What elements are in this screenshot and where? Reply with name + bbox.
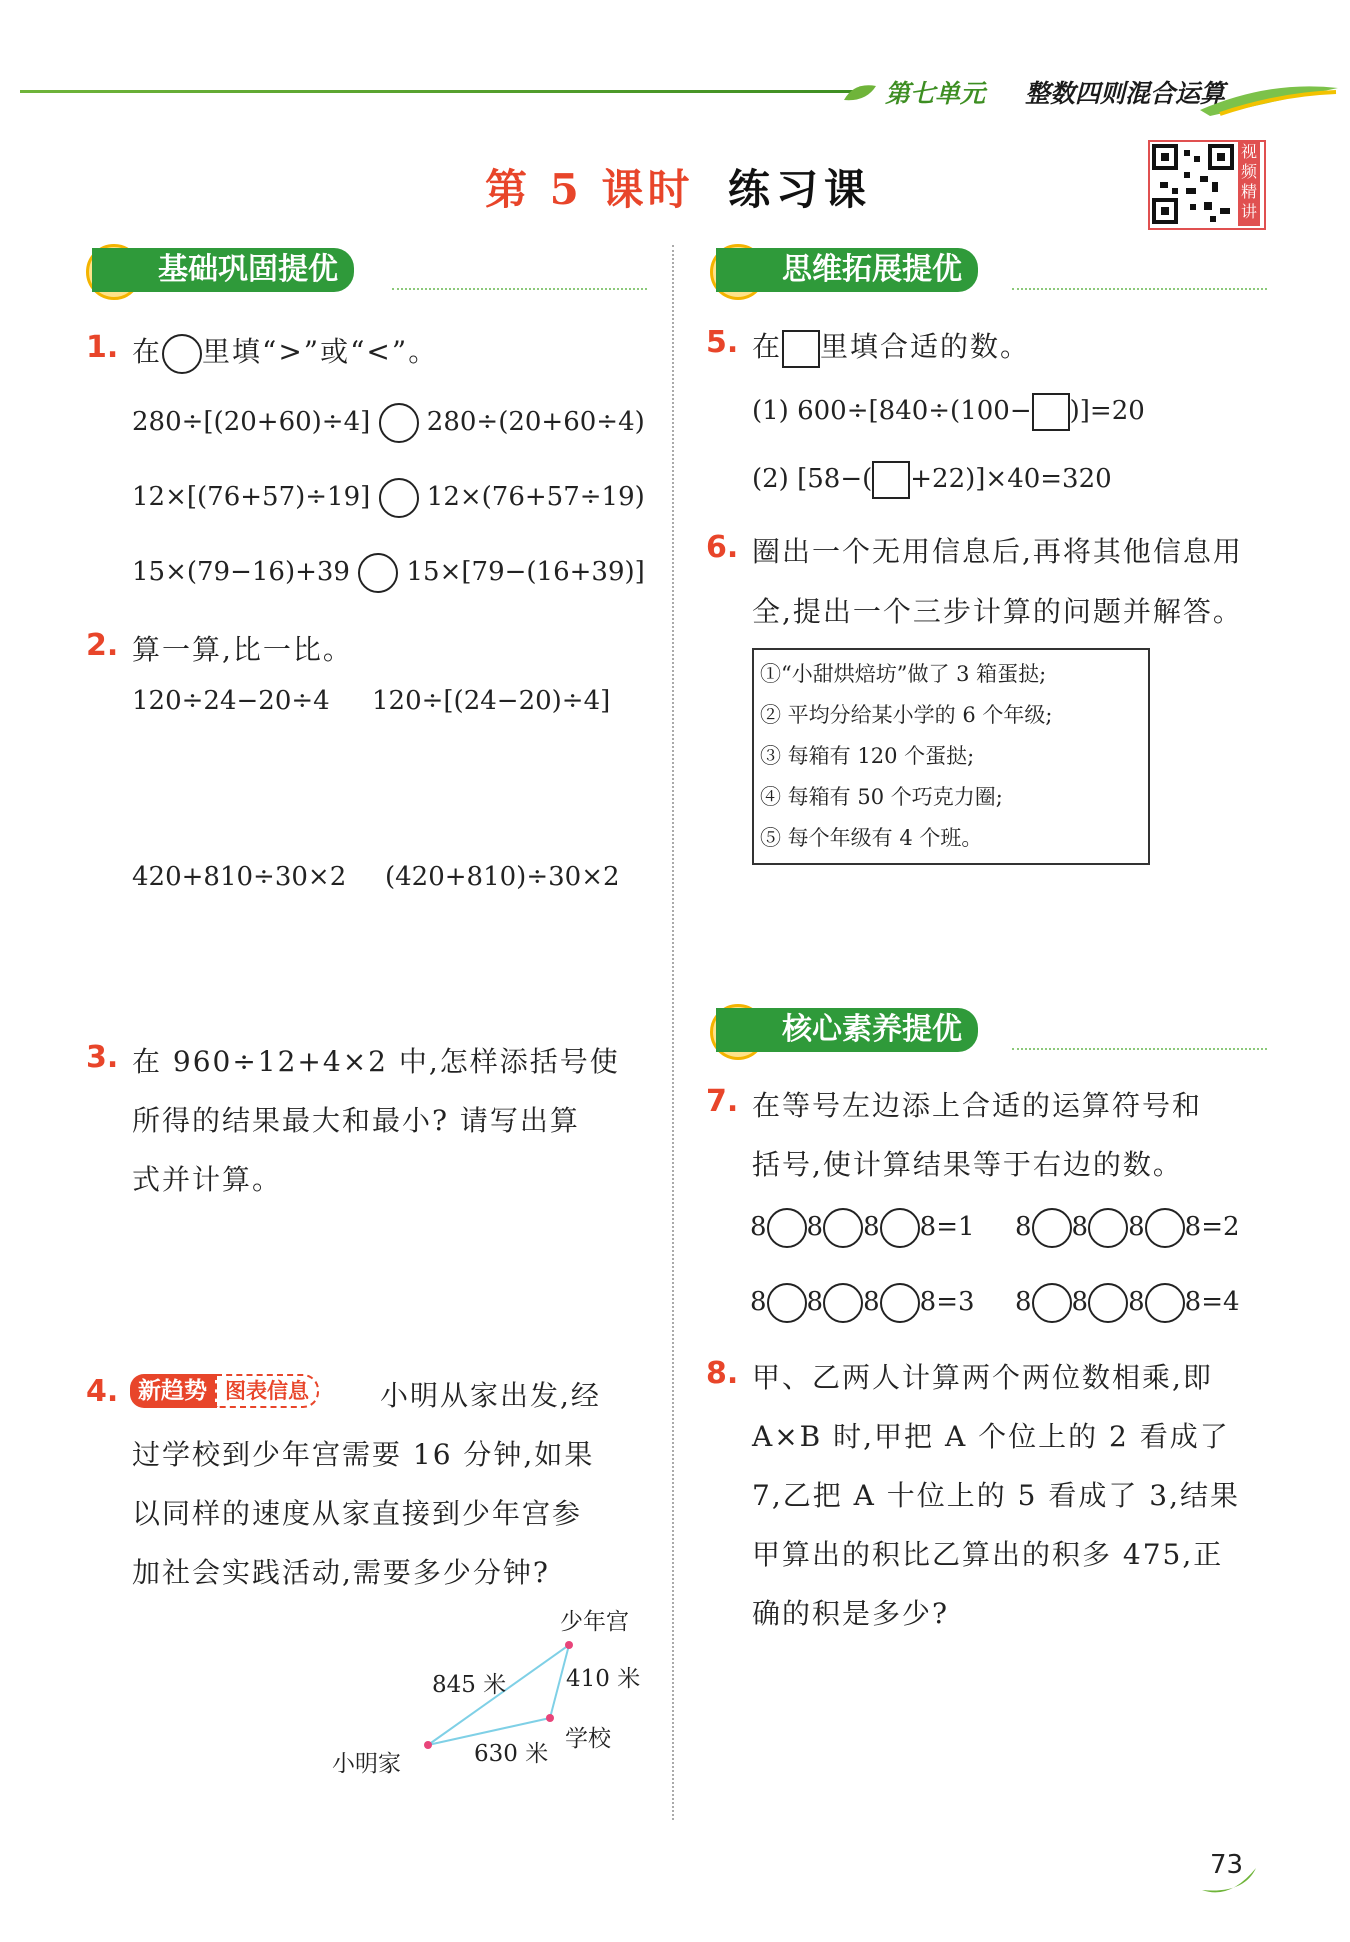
q5-item-1	[752, 393, 1145, 431]
operator-circle[interactable]	[1145, 1208, 1185, 1248]
q6-line-2: 全,提出一个三步计算的问题并解答。	[752, 595, 1243, 628]
result: =1	[936, 1212, 975, 1242]
column-divider	[672, 245, 674, 1820]
section-thinking: 思维拓展提优	[716, 248, 978, 292]
q5-item-1-b: )]=20	[1069, 396, 1145, 426]
q3-line-1: 在 960÷12+4×2 中,怎样添括号使	[132, 1045, 620, 1078]
trend-tag: 新趋势	[130, 1374, 215, 1408]
q7-equation-1	[750, 1208, 975, 1248]
operator-circle[interactable]	[767, 1208, 807, 1248]
q3-number: 3.	[86, 1040, 119, 1075]
section-core: 核心素养提优	[716, 1008, 978, 1052]
q1-row-3-left: 15×(79−16)+39	[132, 557, 350, 587]
q4-line-2: 过学校到少年宫需要 16 分钟,如果	[132, 1438, 595, 1471]
info-item[interactable]: ①“小甜烘焙坊”做了 3 箱蛋挞;	[760, 662, 1047, 686]
operator-circle[interactable]	[767, 1283, 807, 1323]
operator-circle[interactable]	[1032, 1283, 1072, 1323]
q7-equation-4	[1015, 1283, 1240, 1323]
q8-number: 8.	[706, 1356, 739, 1391]
q8-line-2: A×B 时,甲把 A 个位上的 2 看成了	[752, 1420, 1230, 1453]
info-box	[752, 648, 1150, 865]
unit-title: 整数四则混合运算	[1025, 79, 1226, 108]
q1-row-1-left: 280÷[(20+60)÷4]	[132, 407, 371, 437]
digit: 8	[1071, 1287, 1089, 1317]
q6-line-1: 圈出一个无用信息后,再将其他信息用	[752, 535, 1243, 568]
school-point	[546, 1714, 554, 1722]
chart-info-tag: 图表信息	[215, 1374, 319, 1408]
info-item[interactable]: ⑤ 每个年级有 4 个班。	[760, 826, 983, 850]
q8-line-4: 甲算出的积比乙算出的积多 475,正	[752, 1538, 1224, 1571]
q8-line-1: 甲、乙两人计算两个两位数相乘,即	[752, 1361, 1213, 1394]
operator-circle[interactable]	[1032, 1208, 1072, 1248]
q5-prompt	[752, 325, 1030, 368]
q1-prompt-a: 在	[132, 335, 163, 368]
q7-line-1: 在等号左边添上合适的运算符号和	[752, 1089, 1203, 1122]
q2-expr-3: 420+810÷30×2	[132, 862, 347, 892]
digit: 8	[1184, 1287, 1202, 1317]
q2-number: 2.	[86, 628, 119, 663]
operator-circle[interactable]	[1145, 1283, 1185, 1323]
digit: 8	[919, 1212, 937, 1242]
q4-line-3: 以同样的速度从家直接到少年宫参	[132, 1497, 583, 1530]
school-label: 学校	[565, 1726, 611, 1752]
operator-circle[interactable]	[880, 1208, 920, 1248]
digit: 8	[1128, 1212, 1145, 1242]
q1-row-2-left: 12×[(76+57)÷19]	[132, 482, 371, 512]
digit: 8	[863, 1287, 880, 1317]
q1-row-3-right: 15×[79−(16+39)]	[406, 557, 645, 587]
q5-item-2-a: (2) [58−(	[752, 464, 873, 494]
digit: 8	[1184, 1212, 1202, 1242]
q8-line-3: 7,乙把 A 十位上的 5 看成了 3,结果	[752, 1479, 1240, 1512]
operator-circle[interactable]	[1088, 1283, 1128, 1323]
home-label: 小明家	[332, 1751, 401, 1777]
q1-row-2-right: 12×(76+57÷19)	[426, 482, 645, 512]
digit: 8	[750, 1212, 767, 1242]
lesson-number: 第 5 课时	[485, 165, 694, 214]
q4-line-1: 小明从家出发,经	[380, 1379, 601, 1412]
operator-circle[interactable]	[823, 1208, 863, 1248]
q7-number: 7.	[706, 1084, 739, 1119]
info-item[interactable]: ③ 每箱有 120 个蛋挞;	[760, 744, 975, 768]
section-rule	[1012, 1048, 1267, 1050]
operator-circle[interactable]	[823, 1283, 863, 1323]
palace-point	[565, 1641, 573, 1649]
home-point	[424, 1741, 432, 1749]
box-blank	[782, 330, 820, 368]
digit: 8	[1015, 1287, 1032, 1317]
palace-label: 少年宫	[560, 1609, 629, 1635]
q5-prompt-a: 在	[752, 330, 783, 363]
q3-line-2: 所得的结果最大和最小? 请写出算	[132, 1104, 580, 1137]
q7-equation-3	[750, 1283, 975, 1323]
q2-expr-2: 120÷[(24−20)÷4]	[372, 686, 611, 716]
q6-number: 6.	[706, 530, 739, 565]
result: =3	[936, 1287, 975, 1317]
digit: 8	[1128, 1287, 1145, 1317]
q8-line-5: 确的积是多少?	[752, 1597, 950, 1630]
digit: 8	[863, 1212, 880, 1242]
result: =2	[1201, 1212, 1240, 1242]
q5-item-2-b: +22)]×40=320	[910, 464, 1112, 494]
answer-box[interactable]	[1032, 393, 1070, 431]
q7-line-2: 括号,使计算结果等于右边的数。	[752, 1148, 1183, 1181]
digit: 8	[1015, 1212, 1032, 1242]
digit: 8	[750, 1287, 767, 1317]
operator-circle[interactable]	[880, 1283, 920, 1323]
digit: 8	[1071, 1212, 1089, 1242]
unit-label: 第七单元	[885, 79, 986, 108]
digit: 8	[806, 1287, 824, 1317]
q5-item-1-a: (1) 600÷[840÷(100−	[752, 396, 1032, 426]
q5-prompt-b: 里填合适的数。	[820, 330, 1031, 363]
q4-number: 4.	[86, 1374, 119, 1409]
q2-expr-1: 120÷24−20÷4	[132, 686, 330, 716]
info-item[interactable]: ② 平均分给某小学的 6 个年级;	[760, 703, 1053, 727]
answer-box[interactable]	[872, 461, 910, 499]
dist-home-palace: 845 米	[432, 1672, 507, 1698]
page-swoosh-decoration	[1200, 1860, 1260, 1900]
q2-prompt: 算一算,比一比。	[132, 633, 353, 666]
result: =4	[1201, 1287, 1240, 1317]
q4-line-4: 加社会实践活动,需要多少分钟?	[132, 1556, 550, 1589]
q1-number: 1.	[86, 330, 119, 365]
dist-school-palace: 410 米	[566, 1666, 641, 1692]
q5-item-2	[752, 461, 1112, 499]
qr-pattern-icon	[1150, 142, 1236, 226]
page-number: 73	[1210, 1850, 1244, 1880]
leaf-icon	[840, 80, 880, 106]
q3-line-3: 式并计算。	[132, 1163, 283, 1196]
dist-home-school: 630 米	[474, 1741, 549, 1767]
swoosh-decoration	[1200, 70, 1340, 120]
digit: 8	[806, 1212, 824, 1242]
qr-caption: 视频精讲	[1238, 142, 1260, 226]
lesson-name: 练习课	[728, 165, 873, 214]
q5-number: 5.	[706, 325, 739, 360]
q1-row-1-right: 280÷(20+60÷4)	[426, 407, 645, 437]
q7-equation-2	[1015, 1208, 1240, 1248]
route-diagram	[0, 0, 672, 1800]
section-basic: 基础巩固提优	[92, 248, 354, 292]
q1-prompt-b: 里填“>”或“<”。	[202, 335, 439, 368]
q2-expr-4: (420+810)÷30×2	[385, 862, 620, 892]
digit: 8	[919, 1287, 937, 1317]
info-item[interactable]: ④ 每箱有 50 个巧克力圈;	[760, 785, 1003, 809]
operator-circle[interactable]	[1088, 1208, 1128, 1248]
section-rule	[1012, 288, 1267, 290]
